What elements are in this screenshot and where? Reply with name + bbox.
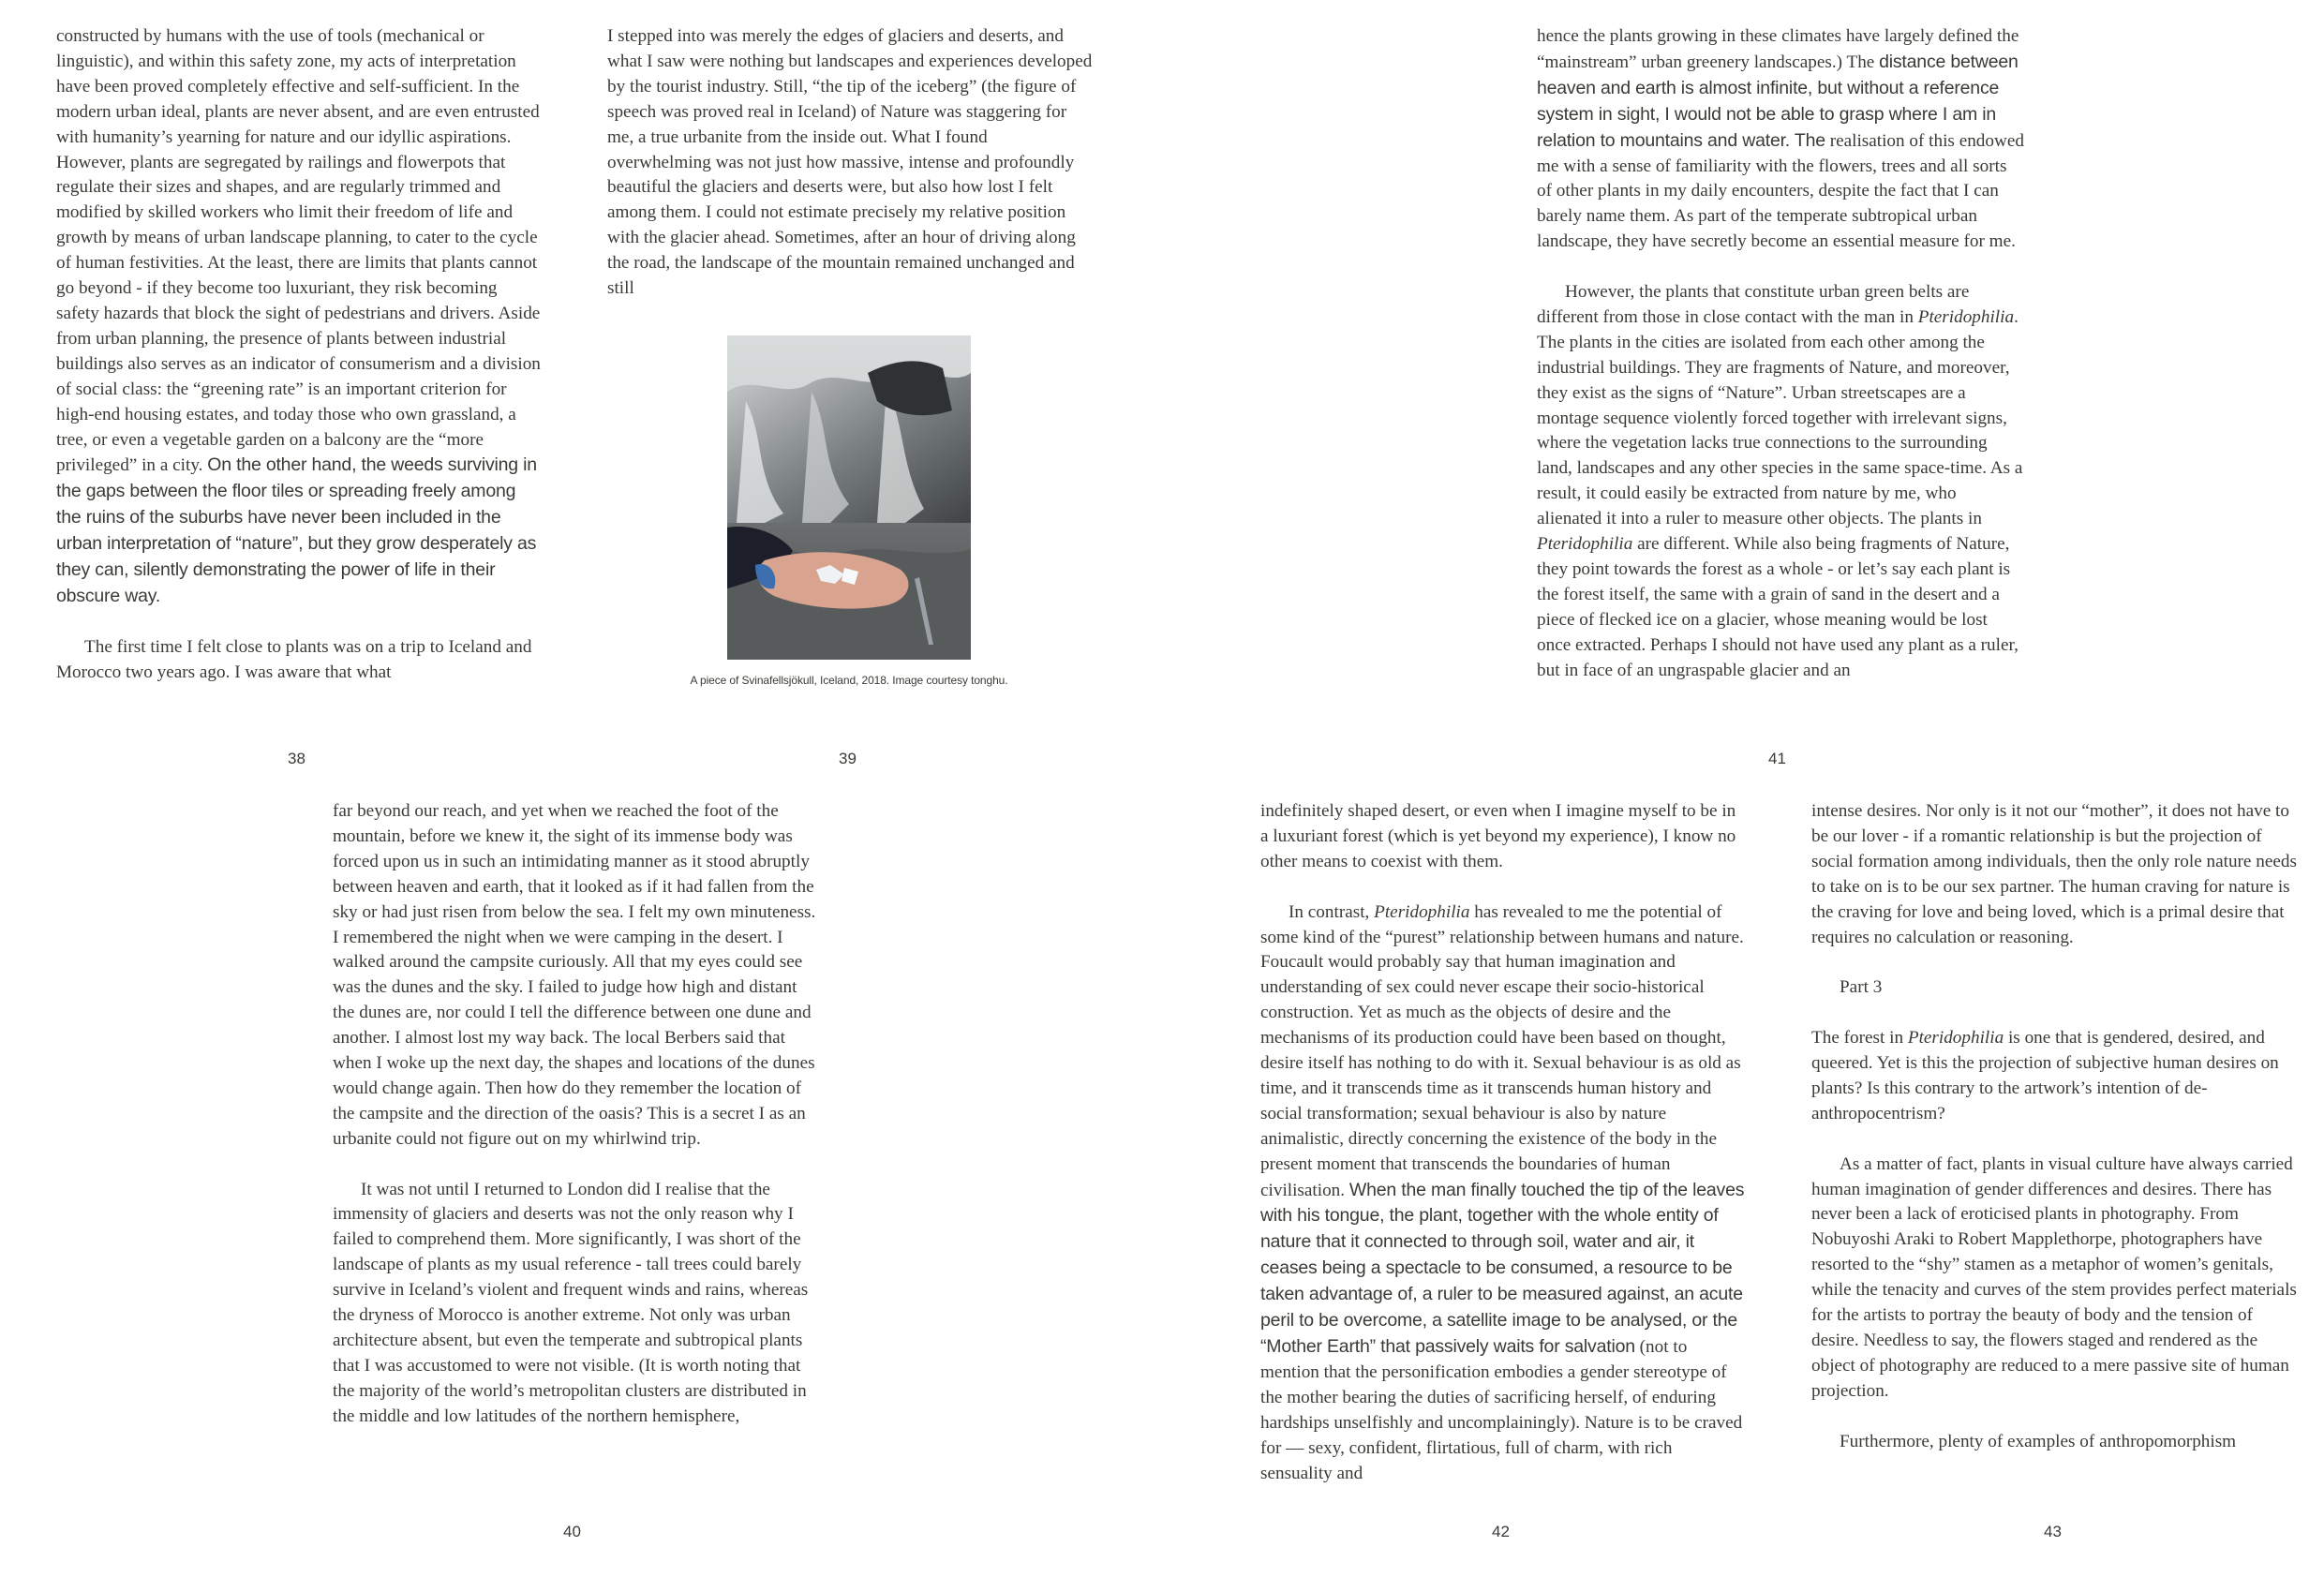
page-41-text	[1537, 24, 2024, 684]
glacier-photo	[727, 335, 971, 660]
page-42-text	[1260, 799, 1748, 1486]
page-40-text	[333, 799, 820, 1430]
paragraph: The first time I felt close to plants was on a trip to Iceland and Morocco two years ago. I was aware that what	[56, 636, 532, 682]
paragraph: indefinitely shaped desert, or even when I imagine myself to be in a luxuriant forest (which is yet beyond my experience), I know no other means to coexist with them.	[1260, 801, 1736, 871]
paragraph: The forest in Pteridophilia is one that is gendered, desired, and queered. Yet is this the projection of subjective human desires on plants? Is this contrary to the artwork’s intention of de-anthropocentrism?	[1811, 1028, 2279, 1123]
paragraph: intense desires. Nor only is it not our “mother”, it does not have to be our lover - if a romantic relationship is but the projection of social formation among individuals, then the only role nature needs to take on is to be our sex partner. The human craving for nature is the craving for love and being loved, which is a primal desire that requires no calculation or reasoning.	[1811, 801, 2297, 947]
page-number-42: 42	[1492, 1523, 1510, 1540]
page-number-41: 41	[1768, 750, 1786, 767]
paragraph: I stepped into was merely the edges of glaciers and deserts, and what I saw were nothing but landscapes and experiences developed by the tourist industry. Still, “the tip of the iceberg” (the figure of speech was proved real in Iceland) of Nature was staggering for me, a true urbanite from the inside out. What I found overwhelming was not just how massive, intense and profoundly beautiful the glaciers and deserts were, but also how lost I felt among them. I could not estimate precisely my relative position with the glacier ahead. Sometimes, after an hour of driving along the road, the landscape of the mountain remained unchanged and still	[607, 26, 1093, 299]
paragraph: It was not until I returned to London did I realise that the immensity of glaciers and deserts was not the only reason why I failed to comprehend them. More significantly, I was short of the landscape of plants as my usual reference - tall trees could barely survive in Iceland’s violent and frequent winds and rains, whereas the dryness of Morocco is another extreme. Not only was urban architecture absent, but even the temperate and subtropical plants that I was accustomed to were not visible. (It is worth noting that the majority of the world’s metropolitan clusters are distributed in the middle and low latitudes of the northern hemisphere,	[333, 1179, 809, 1426]
page-number-43: 43	[2044, 1523, 2062, 1540]
paragraph: However, the plants that constitute urban green belts are different from those in close contact with the man in Pteridophilia. The plants in the cities are isolated from each other among the industrial buildings. They are fragments of Nature, and moreover, they exist as the signs of “Nature”. Urban streetscapes are a montage sequence violently forced together with irrelevant signs, where the vegetation lacks true connections to the surrounding land, landscapes and any other species in the same space-time. As a result, it could easily be extracted from nature by me, who alienated it into a ruler to measure other objects. The plants in Pteridophilia are different. While also being fragments of Nature, they point towards the forest as a whole - or let’s say each plant is the forest itself, the same with a grain of sand in the desert and a piece of flecked ice on a glacier, whose meaning would be lost once extracted. Perhaps I should not have used any plant as a ruler, but in face of an ungraspable glacier and an	[1537, 282, 2023, 680]
page-39-text	[607, 24, 1095, 302]
photo-caption: A piece of Svinafellsjökull, Iceland, 2018. Image courtesy tonghu.	[690, 674, 1008, 687]
paragraph: constructed by humans with the use of tools (mechanical or linguistic), and within this safety zone, my acts of interpretation have been proved completely effective and self-sufficient. In the modern urban ideal, plants are never absent, and are even entrusted with humanity’s yearning for nature and our idyllic aspirations. However, plants are segregated by railings and flowerpots that regulate their sizes and shapes, and are regularly trimmed and modified by skilled workers who limit their freedom of life and growth by means of urban landscape planning, to cater to the cycle of human festivities. At the least, there are limits that plants cannot go beyond - if they become too luxuriant, they risk becoming safety hazards that block the sight of pedestrians and drivers. Aside from urban planning, the presence of plants between industrial buildings also serves as an indicator of consumerism and a division of social class: the “greening rate” is an important criterion for high-end housing estates, and today those who own grassland, a tree, or even a vegetable garden on a balcony are the “more privileged” in a city. On the other hand, the weeds surviving in the gaps between the floor tiles or spreading freely among the ruins of the suburbs have never been included in the urban interpretation of “nature”, but they grow desperately as they can, silently demonstrating the power of life in their obscure way.	[56, 26, 541, 606]
page-number-40: 40	[563, 1523, 581, 1540]
paragraph: In contrast, Pteridophilia has revealed to me the potential of some kind of the “purest” relationship between humans and nature. Foucault would probably say that human imagination and understanding of sex could never escape their socio-historical construction. Yet as much as the objects of desire and the mechanisms of its production could have been based on thought, desire itself has nothing to do with it. Sexual behaviour is as old as time, and it transcends time as it transcends human history and social transformation; sexual behaviour is also by nature animalistic, directly concerning the existence of the body in the present moment that transcends the boundaries of human civilisation. When the man finally touched the tip of the leaves with his tongue, the plant, together with the whole entity of nature that it connected to through soil, water and air, it ceases being a spectacle to be consumed, a resource to be taken advantage of, a ruler to be measured against, an acute peril to be overcome, a satellite image to be analysed, or the “Mother Earth” that passively waits for salvation (not to mention that the personification embodies a gender stereotype of the mother bearing the duties of sacrificing herself, of enduring hardships unselfishly and uncomplainingly). Nature is to be craved for — sexy, confident, flirtatious, full of charm, with rich sensuality and	[1260, 901, 1745, 1483]
paragraph: far beyond our reach, and yet when we reached the foot of the mountain, before we knew it, the sight of its immense body was forced upon us in such an intimidating manner as it stood abruptly between heaven and earth, that it looked as if it had fallen from the sky or had just risen from below the sea. I felt my own minuteness. I remembered the night when we were camping in the desert. I walked around the campsite curiously. All that my eyes could see was the dunes and the sky. I failed to judge how high and distant the dunes are, nor could I tell the difference between one dune and another. I almost lost my way back. The local Berbers said that when I woke up the next day, the shapes and locations of the dunes would change again. Then how do they remember the location of the campsite and the direction of the oasis? This is a secret I as an urbanite could not figure out on my whirlwind trip.	[333, 801, 816, 1149]
paragraph: Furthermore, plenty of examples of anthropomorphism	[1840, 1431, 2237, 1451]
page-38-text	[56, 24, 544, 686]
paragraph: As a matter of fact, plants in visual culture have always carried human imagination of gender differences and desires. There has never been a lack of eroticised plants in photography. From Nobuyoshi Araki to Robert Mapplethorpe, photographers have resorted to the “shy” stamen as a metaphor of women’s genitals, while the tenacity and curves of the stem provides perfect materials for the artists to portray the beauty of body and the tension of desire. Needless to say, the flowers staged and rendered as the object of photography are reduced to a mere passive site of human projection.	[1811, 1153, 2297, 1401]
paragraph: Part 3	[1840, 977, 1883, 998]
glacier-ice-in-hand-image	[727, 335, 971, 660]
page-number-38: 38	[288, 750, 305, 767]
page-number-39: 39	[839, 750, 857, 767]
page-43-text	[1811, 799, 2299, 1455]
paragraph: hence the plants growing in these climates have largely defined the “mainstream” urban greenery landscapes.) The distance between heaven and earth is almost infinite, but without a reference system in sight, I would not be able to grasp where I am in relation to mountains and water. The realisation of this endowed me with a sense of familiarity with the flowers, trees and all sorts of other plants in my daily encounters, despite the fact that I can barely name them. As part of the temperate subtropical urban landscape, they have secretly become an essential measure for me.	[1537, 26, 2024, 252]
